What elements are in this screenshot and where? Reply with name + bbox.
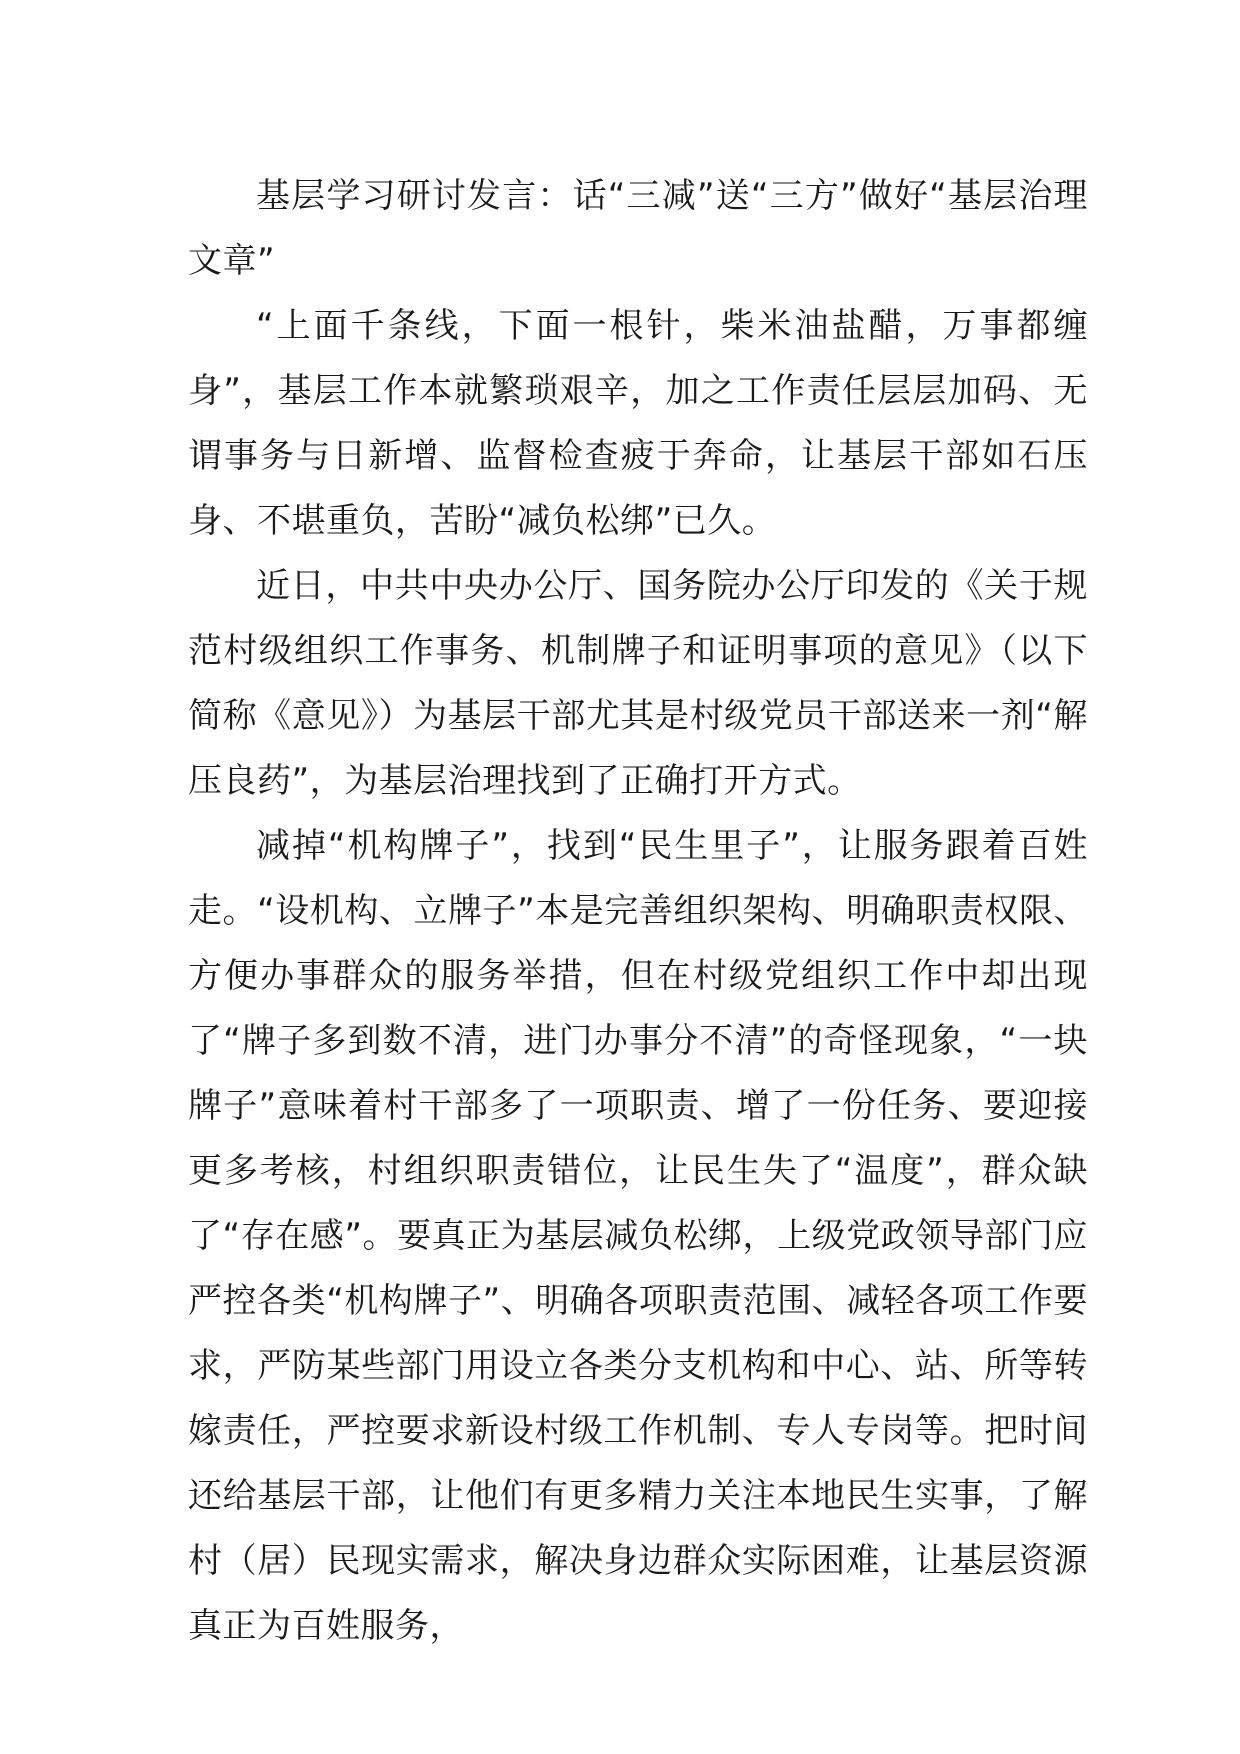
document-body [188, 164, 1088, 1659]
paragraph-intro: “上面千条线，下面一根针，柴米油盐醋，万事都缠身”，基层工作本就繁琐艰辛，加之工作责任层层加码、无谓事务与日新增、监督检查疲于奔命，让基层干部如石压身、不堪重负，苦盼“减负松绑”已久。 [188, 306, 1088, 541]
paragraph-reduce-signs: 减掉“机构牌子”，找到“民生里子”，让服务跟着百姓走。“设机构、立牌子”本是完善组织架构、明确职责权限、方便办事群众的服务举措，但在村级党组织工作中却出现了“牌子多到数不清，进门办事分不清”的奇怪现象，“一块牌子”意味着村干部多了一项职责、增了一份任务、要迎接更多考核，村组织职责错位，让民生失了“温度”，群众缺了“存在感”。要真正为基层减负松绑，上级党政领导部门应严控各类“机构牌子”、明确各项职责范围、减轻各项工作要求，严防某些部门用设立各类分支机构和中心、站、所等转嫁责任，严控要求新设村级工作机制、专人专岗等。把时间还给基层干部，让他们有更多精力关注本地民生实事，了解村（居）民现实需求，解决身边群众实际困难，让基层资源真正为百姓服务， [188, 826, 1088, 1646]
paragraph-opinion: 近日，中共中央办公厅、国务院办公厅印发的《关于规范村级组织工作事务、机制牌子和证明事项的意见》（以下简称《意见》）为基层干部尤其是村级党员干部送来一剂“解压良药”，为基层治理找到了正确打开方式。 [188, 566, 1088, 801]
document-title: 基层学习研讨发言：话“三减”送“三方”做好“基层治理文章” [188, 176, 1088, 281]
